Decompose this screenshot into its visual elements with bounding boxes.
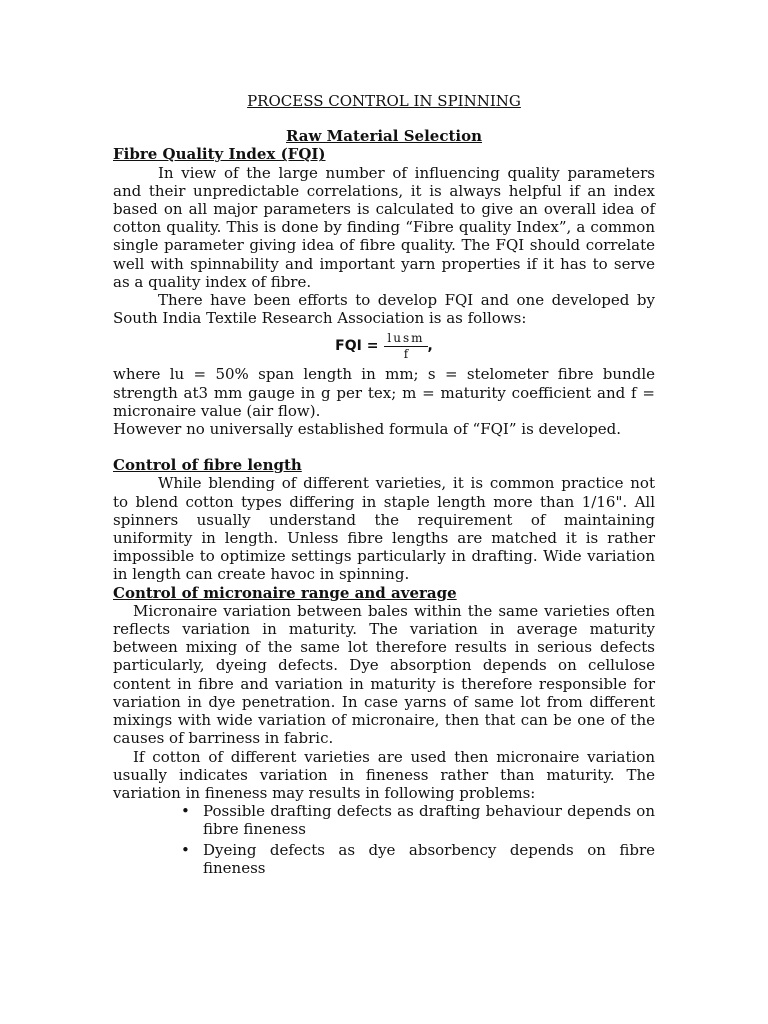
micronaire-paragraph-1: Micronaire variation between bales within the same varieties often reflects variation in maturity. The variation in average maturity between mixing of the same lot therefore results in serious defects particularly, dyeing defects. Dye absorption depends on cellulose content in fibre and variation in maturity is therefore responsible for variation in dye penetration. In case yarns of same lot from different mixings with wide variation of micronaire, then that can be one of the causes of barriness in fabric.: [113, 601, 655, 748]
fqi-paragraph-2: There have been efforts to develop FQI and one developed by South India Textile Research Association is as follows:: [113, 291, 655, 328]
formula-comma: ,: [427, 338, 433, 355]
fqi-note: However no universally established formula of “FQI” is developed.: [113, 420, 622, 439]
formula-numerator: lusm: [384, 331, 427, 347]
spacer: [113, 438, 655, 456]
formula-fraction: [384, 331, 427, 362]
heading-fibre-length: Control of fibre length: [113, 456, 302, 475]
formula-lhs: FQI =: [335, 338, 379, 355]
list-item-text: Possible drafting defects as drafting behaviour depends on fibre fineness: [203, 802, 655, 839]
subheading-fqi: Fibre Quality Index (FQI): [113, 145, 326, 164]
formula-denominator: f: [403, 346, 409, 361]
document-title: PROCESS CONTROL IN SPINNING: [247, 92, 521, 110]
fqi-definitions: where lu = 50% span length in mm; s = stelometer fibre bundle strength at3 mm gauge in g per tex; m = maturity coefficient and f = micronaire value (air flow).: [113, 365, 655, 420]
section-heading-raw-material: Raw Material Selection: [286, 127, 482, 146]
fqi-paragraph-1: In view of the large number of influencing quality parameters and their unpredictable correlations, it is always helpful if an index based on all major parameters is calculated to give an overall idea of cotton quality. This is done by finding “Fibre quality Index”, a common single parameter giving idea of fibre quality. The FQI should correlate well with spinnability and important yarn properties if it has to serve as a quality index of fibre.: [113, 163, 655, 291]
bullet-icon: •: [181, 802, 190, 821]
micronaire-paragraph-2: If cotton of different varieties are used then micronaire variation usually indicates variation in fineness rather than maturity. The variation in fineness may results in following problems:: [113, 747, 655, 802]
fqi-formula: [113, 327, 655, 365]
bullet-icon: •: [181, 840, 190, 859]
list-item: [113, 841, 655, 877]
problems-list: [113, 802, 655, 877]
heading-micronaire: Control of micronaire range and average: [113, 583, 457, 602]
list-item: [113, 802, 655, 838]
document-body: [113, 92, 655, 879]
list-item-text: Dyeing defects as dye absorbency depends on fibre fineness: [203, 840, 655, 877]
fibre-length-paragraph: While blending of different varieties, it is common practice not to blend cotton types differing in staple length more than 1/16". All spinners usually understand the requirement of maintaining uniformity in length. Unless fibre lengths are matched it is rather impossible to optimize settings particularly in drafting. Wide variation in length can create havoc in spinning.: [113, 474, 655, 584]
